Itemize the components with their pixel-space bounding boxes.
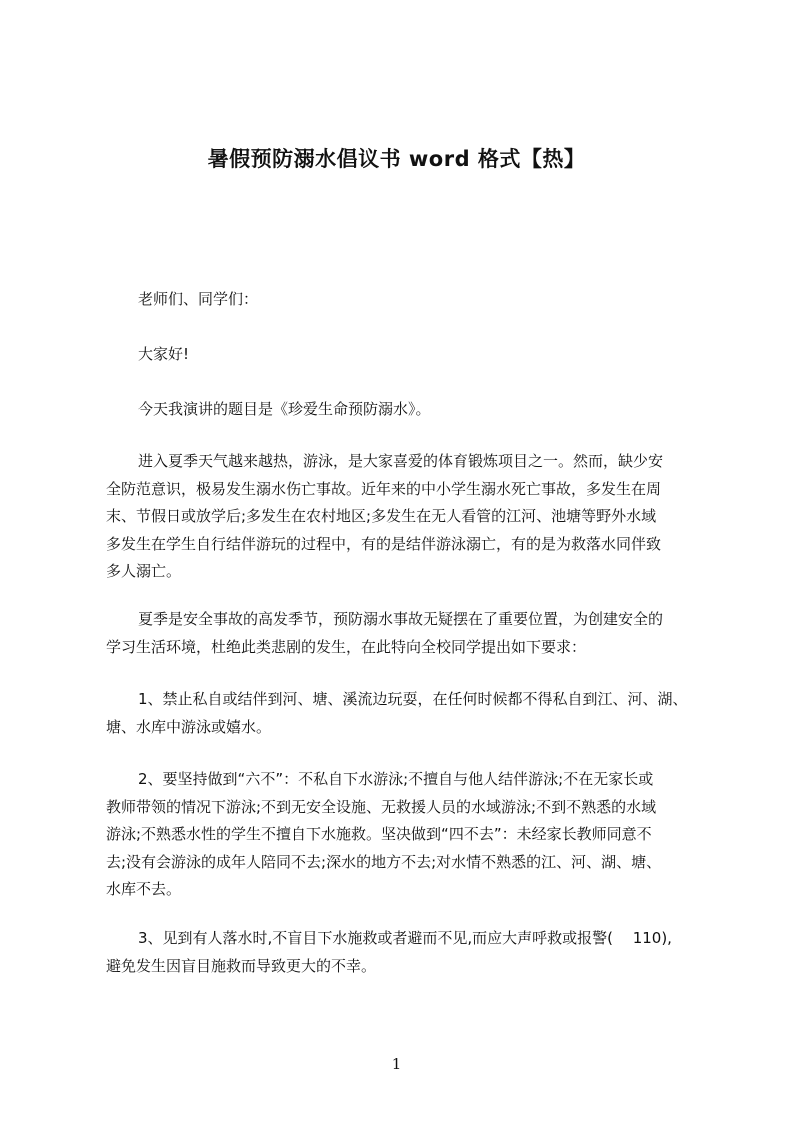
text-line: 3、见到有人落水时,不盲目下水施救或者避而不见,而应大声呼救或报警( 110), — [138, 929, 672, 947]
text-line: 进入夏季天气越来越热，游泳，是大家喜爱的体育锻炼项目之一。然而，缺少安 — [138, 452, 664, 470]
text-line: 1、禁止私自或结伴到河、塘、溪流边玩耍，在任何时候都不得私自到江、河、湖、 — [138, 690, 688, 708]
text-line: 多人溺亡。 — [106, 562, 182, 580]
paragraph-item-3 — [106, 925, 706, 980]
text-line: 今天我演讲的题目是《珍爱生命预防溺水》。 — [138, 400, 431, 418]
paragraph-salutation — [106, 286, 706, 314]
page-number: 1 — [391, 1055, 402, 1073]
text-line: 全防范意识，极易发生溺水伤亡事故。近年来的中小学生溺水死亡事故，多发生在周 — [106, 479, 662, 498]
paragraph-greeting — [106, 341, 706, 369]
text-line: 水库不去。 — [106, 880, 182, 898]
text-line: 避免发生因盲目施救而导致更大的不幸。 — [106, 956, 377, 975]
text-line: 学习生活环境，杜绝此类悲剧的发生，在此特向全校同学提出如下要求： — [106, 637, 587, 656]
text-line: 大家好! — [138, 345, 190, 363]
text-line: 夏季是安全事故的高发季节，预防溺水事故无疑摆在了重要位置，为创建安全的 — [138, 610, 664, 628]
paragraph-requirements — [106, 606, 706, 661]
paragraph-topic — [106, 396, 706, 424]
text-line: 教师带领的情况下游泳;不到无安全设施、无救援人员的水域游泳;不到不熟悉的水域 — [106, 797, 657, 816]
text-line: 塘、水库中游泳或嬉水。 — [106, 717, 272, 736]
paragraph-item-1 — [106, 686, 706, 741]
text-line: 2、要坚持做到“六不”：不私自下水游泳;不擅自与他人结伴游泳;不在无家长或 — [138, 770, 654, 788]
text-line: 多发生在学生自行结伴游玩的过程中，有的是结伴游泳溺亡，有的是为救落水同伴致 — [106, 534, 662, 553]
text-line: 游泳;不熟悉水性的学生不擅自下水施救。坚决做到“四不去”：未经家长教师同意不 — [106, 825, 652, 843]
paragraph-intro — [106, 448, 706, 586]
paragraph-item-2 — [106, 766, 706, 904]
text-line: 末、节假日或放学后;多发生在农村地区;多发生在无人看管的江河、池塘等野外水域 — [106, 507, 657, 525]
text-line: 老师们、同学们： — [138, 290, 259, 308]
document-title: 暑假预防溺水倡议书 word 格式【热】 — [207, 147, 586, 171]
text-line: 去;没有会游泳的成年人陪同不去;深水的地方不去;对水情不熟悉的江、河、湖、塘、 — [106, 852, 662, 871]
